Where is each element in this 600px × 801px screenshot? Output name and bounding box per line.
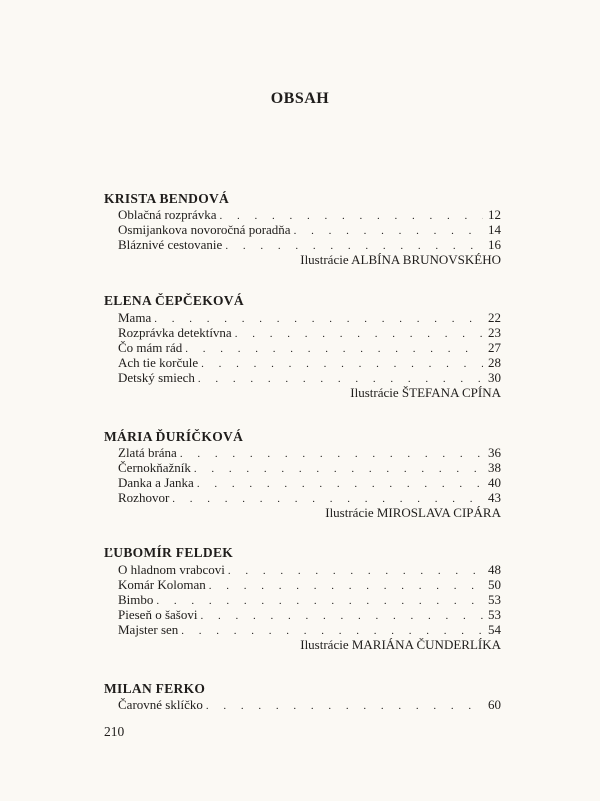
toc-entry xyxy=(118,592,501,608)
page-title: OBSAH xyxy=(270,90,330,107)
entry-page: 43 xyxy=(488,490,501,505)
toc-entry xyxy=(118,445,501,461)
entry-page: 38 xyxy=(488,460,501,475)
toc-entry xyxy=(118,310,501,326)
dot-leader xyxy=(206,700,483,712)
entry-page: 60 xyxy=(488,697,501,712)
entry-title: Čo mám rád xyxy=(118,340,183,355)
dot-leader xyxy=(235,328,483,340)
dot-leader xyxy=(197,478,483,490)
entry-title: Majster sen xyxy=(118,622,179,637)
toc-entry xyxy=(118,607,501,623)
entry-title: Oblačná rozprávka xyxy=(118,207,217,222)
toc-entry xyxy=(118,460,501,476)
entry-page: 53 xyxy=(488,607,501,622)
entry-title: Komár Koloman xyxy=(118,577,206,592)
entry-title: Ach tie korčule xyxy=(118,355,199,370)
toc-entry xyxy=(118,355,501,371)
toc-entry xyxy=(118,475,501,491)
entry-page: 48 xyxy=(488,562,501,577)
entry-title: Mama xyxy=(118,310,152,325)
dot-leader xyxy=(220,210,483,222)
entry-title: Bláznivé cestovanie xyxy=(118,237,223,252)
entry-title: Pieseň o šašovi xyxy=(118,607,198,622)
toc-entry xyxy=(118,697,501,713)
entry-page: 23 xyxy=(488,325,501,340)
dot-leader xyxy=(228,565,483,577)
entry-title: Rozprávka detektívna xyxy=(118,325,232,340)
toc-entry xyxy=(118,370,501,386)
entry-page: 30 xyxy=(488,370,501,385)
dot-leader xyxy=(194,463,483,475)
dot-leader xyxy=(201,358,483,370)
entry-page: 16 xyxy=(488,237,501,252)
toc-entry xyxy=(118,207,501,223)
entry-title: Detský smiech xyxy=(118,370,195,385)
illustrator-credit: Ilustrácie ŠTEFANA CPÍNA xyxy=(350,385,501,400)
dot-leader xyxy=(198,373,483,385)
dot-leader xyxy=(172,493,483,505)
entry-title: Čarovné sklíčko xyxy=(118,697,203,712)
entry-title: Rozhovor xyxy=(118,490,170,505)
dot-leader xyxy=(154,313,483,325)
entry-title: Danka a Janka xyxy=(118,475,194,490)
entry-page: 27 xyxy=(488,340,501,355)
entry-title: Černokňažník xyxy=(118,460,191,475)
toc-entry xyxy=(118,622,501,638)
toc-entry xyxy=(118,490,501,506)
entry-title: Osmijankova novoročná poradňa xyxy=(118,222,291,237)
toc-entry xyxy=(118,237,501,253)
entry-page: 22 xyxy=(488,310,501,325)
illustrator-credit: Ilustrácie ALBÍNA BRUNOVSKÉHO xyxy=(300,252,501,267)
dot-leader xyxy=(225,240,483,252)
author-heading: ĽUBOMÍR FELDEK xyxy=(104,545,234,560)
toc-entry xyxy=(118,562,501,578)
entry-page: 12 xyxy=(488,207,501,222)
illustrator-credit: Ilustrácie MARIÁNA ČUNDERLÍKA xyxy=(300,637,501,652)
entry-page: 14 xyxy=(488,222,501,237)
author-heading: MILAN FERKO xyxy=(104,681,206,696)
dot-leader xyxy=(180,448,483,460)
entry-title: O hladnom vrabcovi xyxy=(118,562,225,577)
dot-leader xyxy=(185,343,483,355)
author-heading: ELENA ČEPČEKOVÁ xyxy=(104,293,244,308)
entry-page: 36 xyxy=(488,445,501,460)
entry-page: 40 xyxy=(488,475,501,490)
toc-entry xyxy=(118,222,501,238)
toc-entry xyxy=(118,325,501,341)
page-number: 210 xyxy=(104,724,125,739)
entry-page: 53 xyxy=(488,592,501,607)
entry-page: 50 xyxy=(488,577,501,592)
author-heading: KRISTA BENDOVÁ xyxy=(104,191,230,206)
entry-title: Zlatá brána xyxy=(118,445,177,460)
entry-title: Bimbo xyxy=(118,592,154,607)
dot-leader xyxy=(181,625,483,637)
entry-page: 54 xyxy=(488,622,501,637)
dot-leader xyxy=(200,610,483,622)
toc-entry xyxy=(118,577,501,593)
dot-leader xyxy=(209,580,483,592)
entry-page: 28 xyxy=(488,355,501,370)
dot-leader xyxy=(294,225,483,237)
toc-entry xyxy=(118,340,501,356)
illustrator-credit: Ilustrácie MIROSLAVA CIPÁRA xyxy=(325,505,501,520)
author-heading: MÁRIA ĎURÍČKOVÁ xyxy=(104,429,244,444)
dot-leader xyxy=(156,595,483,607)
